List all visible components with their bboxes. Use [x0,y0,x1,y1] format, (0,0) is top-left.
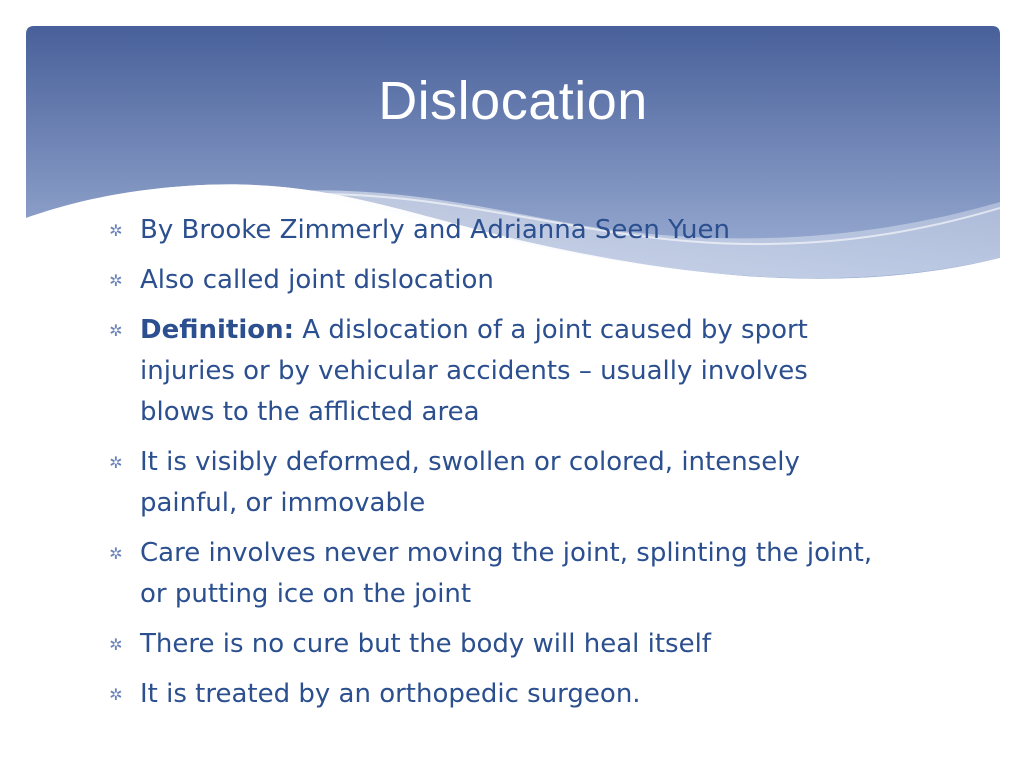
asterisk-icon: ✲ [109,544,123,563]
bullet-item [106,260,886,301]
asterisk-icon: ✲ [109,271,123,290]
asterisk-icon: ✲ [109,685,123,704]
bullet-item [106,533,886,615]
bullet-lead: Definition: [140,315,295,345]
bullet-text: It is visibly deformed, swollen or colored, intensely painful, or immovable [140,447,800,518]
bullet-text: It is treated by an orthopedic surgeon. [140,679,641,709]
bullet-item [106,210,886,251]
asterisk-icon: ✲ [109,635,123,654]
asterisk-icon: ✲ [109,453,123,472]
slide-title: Dislocation [378,71,648,131]
bullet-item [106,674,886,715]
bullet-text: Care involves never moving the joint, splinting the joint, or putting ice on the joint [140,538,873,609]
bullet-item [106,310,886,433]
asterisk-icon: ✲ [109,321,123,340]
bullet-list [106,210,886,724]
bullet-text: Also called joint dislocation [140,265,494,295]
bullet-text: A dislocation of a joint caused by sport injuries or by vehicular accidents – usually involves blows to the afflicted area [140,315,808,427]
bullet-item [106,624,886,665]
asterisk-icon: ✲ [109,221,123,240]
bullet-text: There is no cure but the body will heal itself [140,629,711,659]
bullet-text: By Brooke Zimmerly and Adrianna Seen Yuen [140,215,731,245]
bullet-item [106,442,886,524]
